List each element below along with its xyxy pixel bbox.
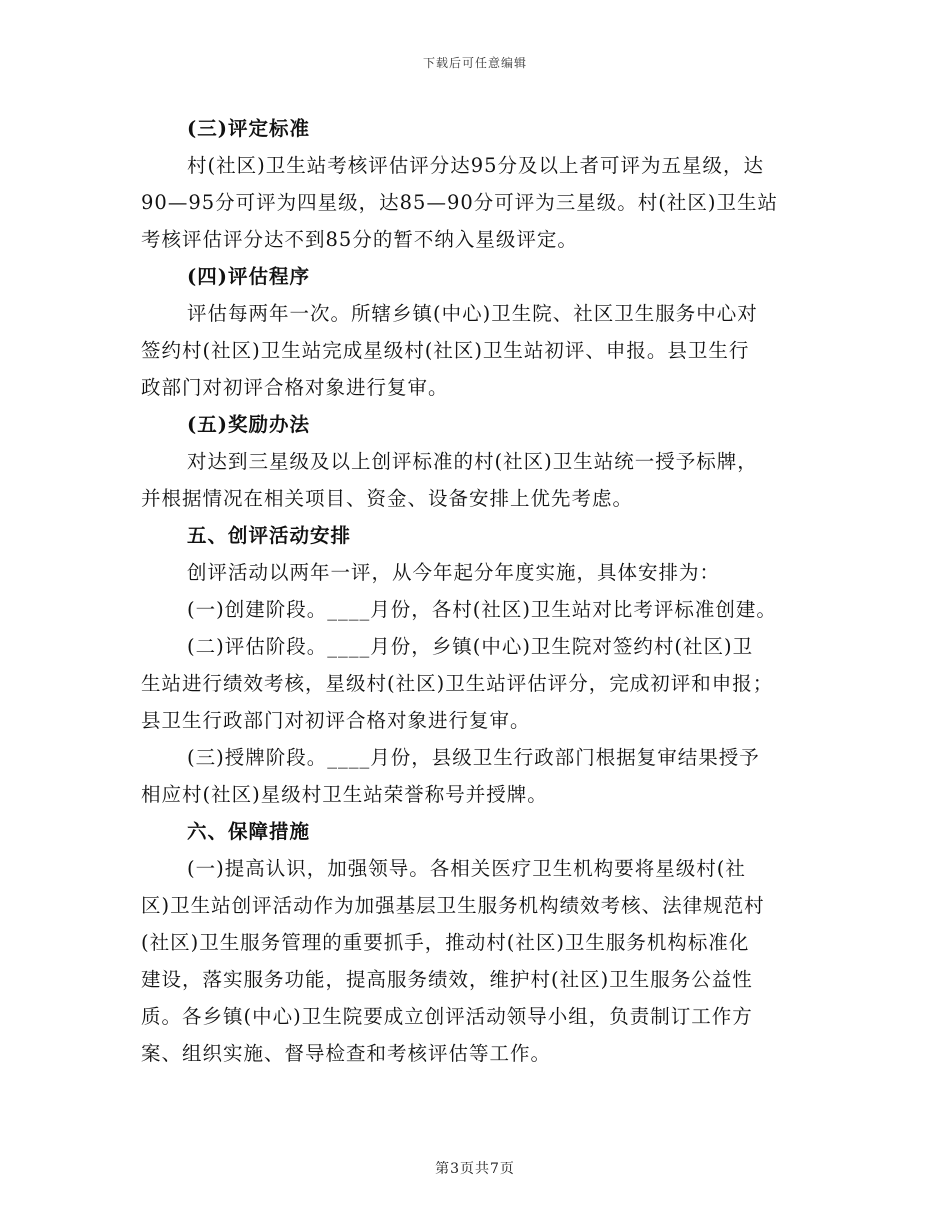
paragraph-line: 考核评估评分达不到85分的暂不纳入星级评定。: [141, 228, 578, 251]
header-note: 下载后可任意编辑: [422, 56, 527, 70]
paragraph-line: (三)授牌阶段。____月份，县级卫生行政部门根据复审结果授予: [187, 746, 760, 769]
document-body: [141, 110, 811, 1072]
paragraph-line: 建设，落实服务功能，提高服务绩效，维护村(社区)卫生服务公益性: [141, 968, 753, 991]
paragraph-line: (二)评估阶段。____月份，乡镇(中心)卫生院对签约村(社区)卫: [187, 635, 754, 658]
paragraph-line: 相应村(社区)星级村卫生站荣誉称号并授牌。: [141, 783, 548, 806]
paragraph-line: 生站进行绩效考核，星级村(社区)卫生站评估评分，完成初评和申报；: [141, 672, 774, 695]
paragraph-line: 签约村(社区)卫生站完成星级村(社区)卫生站初评、申报。县卫生行: [141, 339, 750, 362]
section-heading: 六、保障措施: [187, 820, 311, 843]
page-number: 第3页共7页: [435, 1161, 515, 1177]
paragraph-line: 90—95分可评为四星级，达85—90分可评为三星级。村(社区)卫生站: [141, 191, 778, 214]
paragraph-line: 政部门对初评合格对象进行复审。: [141, 376, 449, 399]
section-heading: (三)评定标准: [187, 117, 310, 140]
paragraph-line: 质。各乡镇(中心)卫生院要成立创评活动领导小组，负责制订工作方: [141, 1005, 753, 1028]
paragraph-line: (社区)卫生服务管理的重要抓手，推动村(社区)卫生服务机构标准化: [141, 931, 750, 954]
section-heading: (五)奖励办法: [187, 413, 310, 436]
paragraph-line: 创评活动以两年一评，从今年起分年度实施，具体安排为：: [187, 561, 721, 584]
section-heading: 五、创评活动安排: [187, 524, 352, 547]
paragraph-line: 对达到三星级及以上创评标准的村(社区)卫生站统一授予标牌，: [187, 450, 758, 473]
paragraph-line: (一)创建阶段。____月份，各村(社区)卫生站对比考评标准创建。: [187, 598, 777, 621]
paragraph-line: (一)提高认识，加强领导。各相关医疗卫生机构要将星级村(社: [187, 857, 746, 880]
paragraph-line: 县卫生行政部门对初评合格对象进行复审。: [141, 709, 531, 732]
paragraph-line: 案、组织实施、督导检查和考核评估等工作。: [141, 1042, 552, 1065]
paragraph-line: 并根据情况在相关项目、资金、设备安排上优先考虑。: [141, 487, 634, 510]
paragraph-line: 评估每两年一次。所辖乡镇(中心)卫生院、社区卫生服务中心对: [187, 302, 758, 325]
paragraph-line: 区)卫生站创评活动作为加强基层卫生服务机构绩效考核、法律规范村: [141, 894, 765, 917]
section-heading: (四)评估程序: [187, 265, 310, 288]
paragraph-line: 村(社区)卫生站考核评估评分达95分及以上者可评为五星级，达: [187, 154, 765, 177]
